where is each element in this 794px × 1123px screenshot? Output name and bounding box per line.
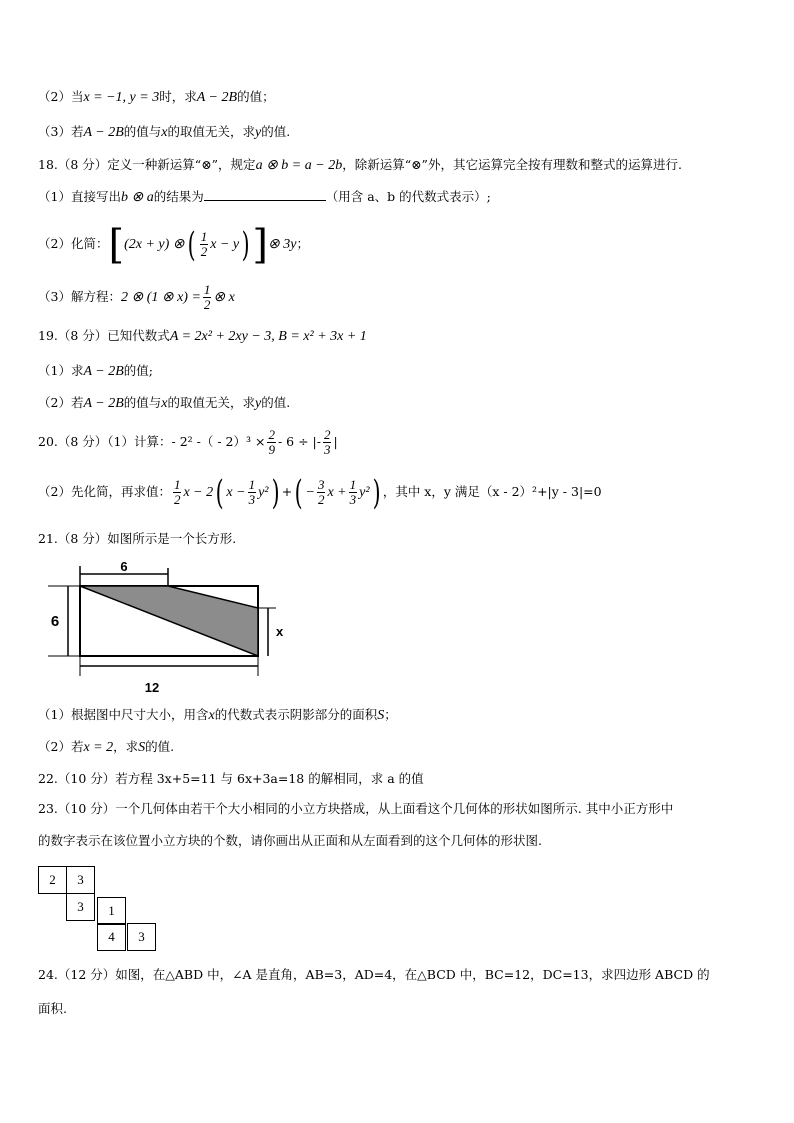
q20-part1: 20.（8 分）（1）计算：- 2² -（ - 2）³ × $\frac{2}{9}$ - 6 ÷ |- $\frac{2}{3}$ |	[38, 427, 338, 457]
rectangle-figure	[40, 556, 284, 696]
q17-part2: （2）当x = −1, y = 3时，求A − 2B的值；	[38, 89, 275, 105]
q22-text: 22.（10 分）若方程 3x+5=11 与 6x+3a=18 的解相同，求 a 的值	[38, 771, 424, 786]
q24-line1: 24.（12 分）如图，在△ABD 中，∠A 是直角，AB=3，AD=4，在△BCD 中，BC=12，DC=13，求四边形 ABCD 的	[38, 967, 710, 982]
grid-cell: 3	[66, 866, 95, 894]
q17-part3: （3）若A − 2B的值与x的取值无关，求y的值.	[38, 124, 291, 140]
q20-part2: （2）先化简，再求值： $\frac{1}{2}$ x − 2( x − $\frac{1}{3}$ y²) +( − $\frac{3}{2}$ x + $\frac{1}{3}$ y²) ，其中 x，y 满足（x - 2）²+|y - 3|=0	[38, 472, 602, 513]
q18-part3: （3）解方程：2 ⊗ (1 ⊗ x) = $\frac{1}{2}$ ⊗ x	[38, 282, 235, 312]
answer-blank[interactable]	[204, 188, 326, 201]
q21-part1: （1）根据图中尺寸大小，用含x的代数式表示阴影部分的面积S；	[38, 707, 397, 723]
grid-cell: 2	[38, 866, 67, 894]
q23-line2: 的数字表示在该位置小立方块的个数，请你画出从正面和从左面看到的这个几何体的形状图.	[38, 833, 542, 848]
q23-line1: 23.（10 分）一个几何体由若干个大小相同的小立方块搭成，从上面看这个几何体的形状如图所示. 其中小正方形中	[38, 801, 674, 816]
q18-part1: （1）直接写出b ⊗ a的结果为 （用含 a、b 的代数式表示）;	[38, 189, 491, 205]
grid-cell: 4	[97, 923, 126, 951]
grid-cell: 3	[66, 893, 95, 921]
q19-header: 19.（8 分）已知代数式A = 2x² + 2xy − 3, B = x² + 3x + 1	[38, 328, 367, 344]
grid-cell: 1	[97, 897, 126, 925]
q21-part2: （2）若x = 2，求S的值.	[38, 739, 175, 755]
label-right: x	[276, 624, 284, 639]
q19-part2: （2）若A − 2B的值与x的取值无关，求y的值.	[38, 395, 291, 411]
label-top: 6	[120, 559, 128, 574]
shaded-region	[80, 586, 258, 656]
q24-line2: 面积.	[38, 1001, 67, 1016]
q19-part1: （1）求A − 2B的值;	[38, 363, 153, 379]
q21-header: 21.（8 分）如图所示是一个长方形.	[38, 531, 237, 546]
q18-part2: （2）化简：[(2x + y) ⊗( $\frac{1}{2}$ x − y)]⊗ 3y；	[38, 221, 309, 268]
q18-header: 18.（8 分）定义一种新运算“⊗”，规定a ⊗ b = a − 2b，除新运算“⊗”外，其它运算完全按有理数和整式的运算进行.	[38, 157, 682, 173]
label-bottom: 12	[144, 680, 160, 695]
label-left: 6	[50, 613, 60, 630]
grid-cell: 3	[127, 923, 156, 951]
